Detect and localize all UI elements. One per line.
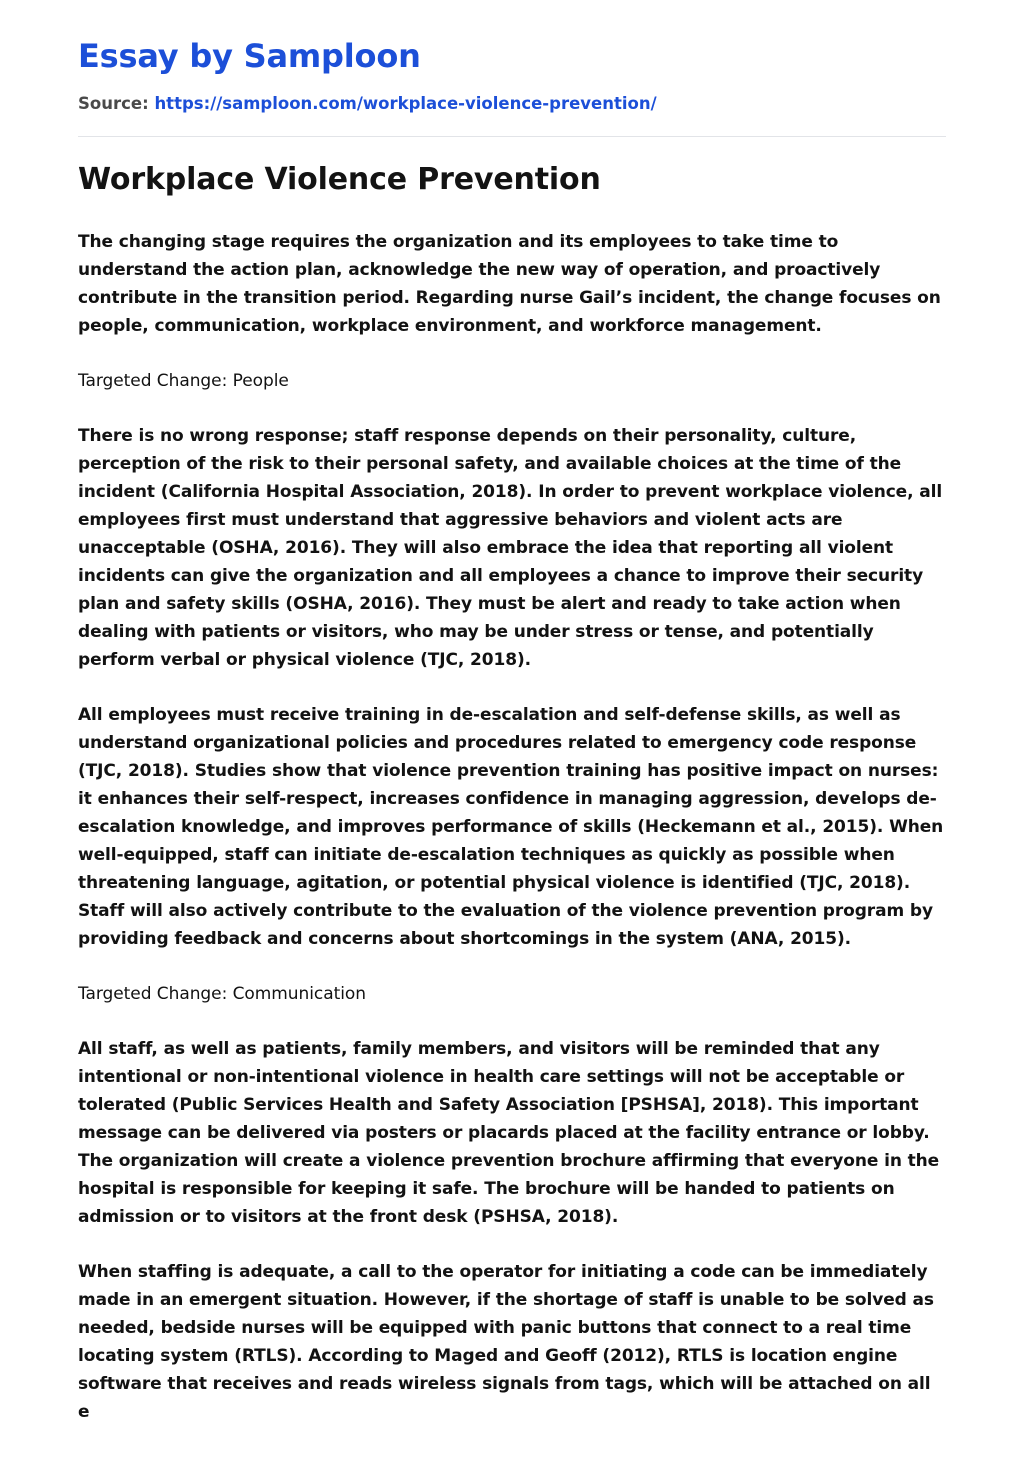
body-paragraph: There is no wrong response; staff response depends on their personality, culture, perception of the risk to their personal safety, and available choices at the time of the incident (California Hospital Association, 2018). In order to prevent workplace violence, all employees first must understand that aggressive behaviors and violent acts are unacceptable (OSHA, 2016). They will also embrace the idea that reporting all violent incidents can give the organization and all employees a chance to improve their security plan and safety skills (OSHA, 2016). They must be alert and ready to take action when dealing with patients or visitors, who may be under stress or tense, and potentially perform verbal or physical violence (TJC, 2018). <box>78 425 943 670</box>
header-divider <box>78 136 946 137</box>
document-body <box>78 228 946 1426</box>
body-paragraph-truncated: When staffing is adequate, a call to the operator for initiating a code can be immediately made in an emergent situation. However, if the shortage of staff is unable to be solved as needed, bedside nurses will be equipped with panic buttons that connect to a real time locating system (RTLS). According to Maged and Geoff (2012), RTLS is location engine software that receives and reads wireless signals from tags, which will be attached on all e <box>78 1261 934 1422</box>
source-label: Source: <box>78 93 149 113</box>
section-heading-communication: Targeted Change: Communication <box>78 983 366 1004</box>
body-paragraph: All staff, as well as patients, family members, and visitors will be reminded that any intentional or non-intentional violence in health care settings will not be acceptable or tolerated (Public Services Health and Safety Association [PSHSA], 2018). This important message can be delivered via posters or placards placed at the facility entrance or lobby. The organization will create a violence prevention brochure affirming that everyone in the hospital is responsible for keeping it safe. The brochure will be handed to patients on admission or to visitors at the front desk (PSHSA, 2018). <box>78 1038 940 1227</box>
site-brand-title: Essay by Samploon <box>78 37 421 75</box>
source-line <box>78 92 946 117</box>
page-title: Workplace Violence Prevention <box>78 161 601 197</box>
body-paragraph: All employees must receive training in de-escalation and self-defense skills, as well as understand organizational policies and procedures related to emergency code response (TJC, 2018). Studies show that violence prevention training has positive impact on nurses: it enhances their self-respect, increases confidence in managing aggression, develops de-escalation knowledge, and improves performance of skills (Heckemann et al., 2015). When well-equipped, staff can initiate de-escalation techniques as quickly as possible when threatening language, agitation, or potential physical violence is identified (TJC, 2018). Staff will also actively contribute to the evaluation of the violence prevention program by providing feedback and concerns about shortcomings in the system (ANA, 2015). <box>78 704 944 949</box>
body-paragraph: The changing stage requires the organization and its employees to take time to understand the action plan, acknowledge the new way of operation, and proactively contribute in the transition period. Regarding nurse Gail’s incident, the change focuses on people, communication, workplace environment, and workforce management. <box>78 231 941 336</box>
source-url-link[interactable]: https://samploon.com/workplace-violence-prevention/ <box>154 93 657 113</box>
section-heading-people: Targeted Change: People <box>78 370 289 391</box>
